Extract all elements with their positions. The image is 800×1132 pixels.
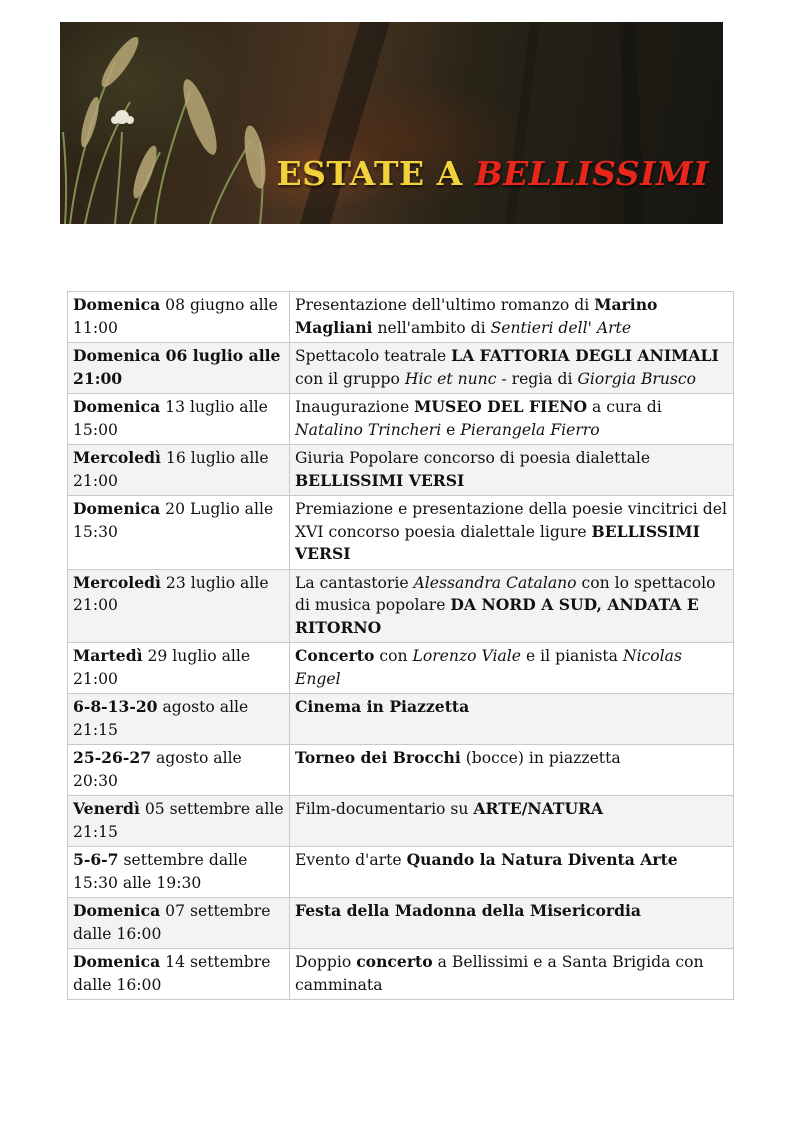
event-date xyxy=(68,496,290,570)
header-banner xyxy=(60,22,723,224)
text-segment: Cinema in Piazzetta xyxy=(295,697,470,716)
event-description xyxy=(290,496,734,570)
event-date xyxy=(68,394,290,445)
text-segment: La cantastorie xyxy=(295,573,414,592)
text-segment: Concerto xyxy=(295,646,375,665)
event-description xyxy=(290,394,734,445)
text-segment: Domenica xyxy=(73,901,161,920)
events-table xyxy=(67,291,734,1000)
text-segment: Doppio xyxy=(295,953,357,971)
text-segment: Premiazione e presentazione della poesie vincitrici del XVI concorso poesia dialettale ligure xyxy=(295,500,727,541)
event-row xyxy=(68,796,734,847)
text-segment: Spettacolo teatrale xyxy=(295,347,452,365)
event-date xyxy=(68,898,290,949)
text-segment: a Bellissimi e a Santa Brigida con camminata xyxy=(295,953,704,994)
text-segment: Torneo dei Brocchi xyxy=(295,748,461,767)
text-segment: Presentazione dell'ultimo romanzo di xyxy=(295,296,595,314)
text-segment: Giuria Popolare concorso di poesia dialettale xyxy=(295,449,651,467)
event-description xyxy=(290,796,734,847)
event-description xyxy=(290,949,734,1000)
text-segment: 16 luglio alle 21:00 xyxy=(73,449,269,490)
text-segment: 07 settembre dalle 16:00 xyxy=(73,902,271,943)
text-segment: 13 luglio alle 15:00 xyxy=(73,398,268,439)
event-description xyxy=(290,343,734,394)
text-segment: Lorenzo Viale xyxy=(412,647,522,665)
banner-title-part2: BELLISSIMI xyxy=(474,154,709,193)
text-segment: ARTE/NATURA xyxy=(473,799,604,818)
text-segment: 05 settembre alle 21:15 xyxy=(73,800,284,841)
text-segment: e xyxy=(441,420,461,439)
event-description xyxy=(290,445,734,496)
text-segment: agosto alle 21:15 xyxy=(73,698,249,739)
text-segment: Domenica 06 luglio alle 21:00 xyxy=(73,346,281,388)
event-row xyxy=(68,745,734,796)
text-segment: Mercoledì xyxy=(73,448,161,467)
text-segment: concerto xyxy=(356,952,433,971)
text-segment: Alessandra Catalano xyxy=(413,573,577,592)
text-segment: DA NORD A SUD, ANDATA E RITORNO xyxy=(295,595,699,637)
text-segment: 6-8-13-20 xyxy=(73,697,158,716)
text-segment: Inaugurazione xyxy=(295,398,415,416)
text-segment: e il pianista xyxy=(521,647,623,665)
event-date xyxy=(68,569,290,643)
text-segment: Festa della Madonna della Misericordia xyxy=(295,901,642,920)
event-description xyxy=(290,745,734,796)
text-segment: Quando la Natura Diventa Arte xyxy=(406,850,678,869)
text-segment: (bocce) in piazzetta xyxy=(460,749,621,767)
event-date xyxy=(68,343,290,394)
event-row xyxy=(68,343,734,394)
event-date xyxy=(68,694,290,745)
text-segment: Domenica xyxy=(73,499,161,518)
text-segment: agosto alle 20:30 xyxy=(73,749,242,790)
event-row xyxy=(68,898,734,949)
text-segment: BELLISSIMI VERSI xyxy=(295,521,700,563)
text-segment: con il gruppo xyxy=(295,369,405,388)
event-description xyxy=(290,643,734,694)
text-segment: Venerdì xyxy=(73,799,140,818)
event-date xyxy=(68,292,290,343)
event-date xyxy=(68,796,290,847)
text-segment: 25-26-27 xyxy=(73,748,152,767)
text-segment: Film-documentario su xyxy=(295,800,474,818)
text-segment: Nicolas Engel xyxy=(295,647,682,688)
text-segment: Natalino Trincheri xyxy=(295,420,442,439)
text-segment: - regia di xyxy=(496,369,578,388)
banner-title-part1: ESTATE A xyxy=(276,154,475,193)
text-segment: MUSEO DEL FIENO xyxy=(414,397,588,416)
text-segment: Giorgia Brusco xyxy=(577,369,697,388)
event-date xyxy=(68,949,290,1000)
text-segment: Domenica xyxy=(73,397,161,416)
event-description xyxy=(290,569,734,643)
event-date xyxy=(68,745,290,796)
banner-title xyxy=(276,154,709,193)
text-segment: Domenica xyxy=(73,952,161,971)
text-segment: Pierangela Fierro xyxy=(460,420,600,439)
event-row xyxy=(68,694,734,745)
text-segment: Marino Magliani xyxy=(295,295,658,337)
event-row xyxy=(68,949,734,1000)
event-row xyxy=(68,569,734,643)
text-segment: Hic et nunc xyxy=(404,369,497,388)
event-row xyxy=(68,445,734,496)
text-segment: Sentieri dell' Arte xyxy=(490,318,632,337)
text-segment: 20 Luglio alle 15:30 xyxy=(73,500,274,541)
text-segment: Domenica xyxy=(73,295,161,314)
text-segment: nell'ambito di xyxy=(372,318,491,337)
events-table-body xyxy=(68,292,734,1000)
event-description xyxy=(290,694,734,745)
event-row xyxy=(68,847,734,898)
text-segment: LA FATTORIA DEGLI ANIMALI xyxy=(451,346,719,365)
event-date xyxy=(68,445,290,496)
text-segment: 14 settembre dalle 16:00 xyxy=(73,953,271,994)
text-segment: settembre dalle 15:30 alle 19:30 xyxy=(73,851,248,892)
text-segment: 23 luglio alle 21:00 xyxy=(73,573,269,614)
event-row xyxy=(68,496,734,570)
text-segment: Mercoledì xyxy=(73,572,161,592)
text-segment: Martedì xyxy=(73,646,143,665)
event-date xyxy=(68,847,290,898)
event-description xyxy=(290,292,734,343)
event-row xyxy=(68,292,734,343)
text-segment: con xyxy=(374,647,413,665)
text-segment: 5-6-7 xyxy=(73,850,119,869)
grass-plants-image xyxy=(60,22,723,224)
text-segment: BELLISSIMI VERSI xyxy=(295,470,465,490)
text-segment: 29 luglio alle 21:00 xyxy=(73,647,251,688)
event-row xyxy=(68,394,734,445)
event-description xyxy=(290,847,734,898)
text-segment: 08 giugno alle 11:00 xyxy=(73,296,278,337)
text-segment: a cura di xyxy=(587,398,662,416)
text-segment: con lo spettacolo di musica popolare xyxy=(295,573,716,614)
text-segment: Evento d'arte xyxy=(295,851,407,869)
event-description xyxy=(290,898,734,949)
event-row xyxy=(68,643,734,694)
event-date xyxy=(68,643,290,694)
